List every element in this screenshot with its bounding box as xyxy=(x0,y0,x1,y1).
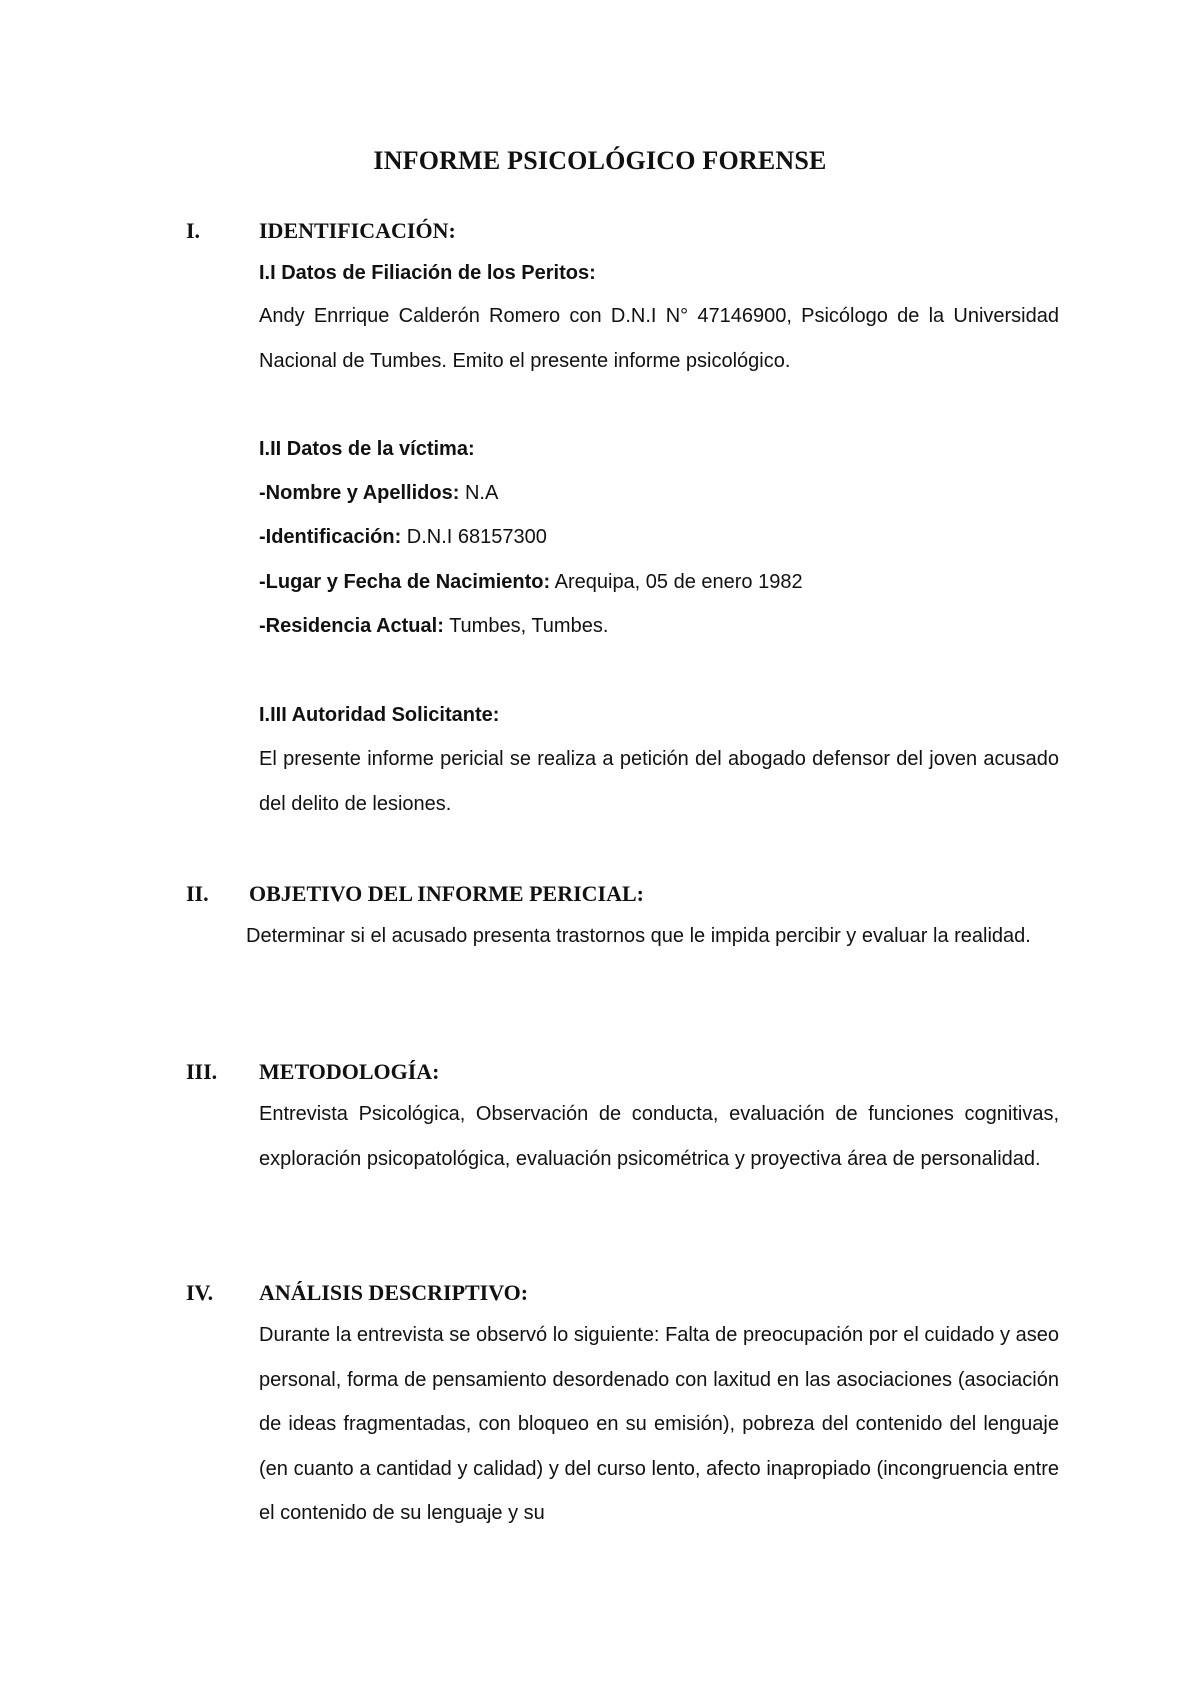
victim-id-value: D.N.I 68157300 xyxy=(401,526,547,548)
section-title-objetivo: OBJETIVO DEL INFORME PERICIAL: xyxy=(249,881,645,906)
victim-name-label: -Nombre y Apellidos: xyxy=(259,482,460,504)
victim-name-row xyxy=(259,482,498,505)
subsection-heading-peritos: I.I Datos de Filiación de los Peritos: xyxy=(259,262,596,284)
section-number-identificacion: I. xyxy=(186,218,201,243)
victim-name-value: N.A xyxy=(459,482,499,504)
paragraph-objetivo: Determinar si el acusado presenta trastornos que le impida percibir y evaluar la realidad. xyxy=(246,925,1031,947)
victim-residence-row xyxy=(259,615,608,638)
section-number-metodologia: III. xyxy=(186,1059,218,1084)
section-title-metodologia: METODOLOGÍA: xyxy=(259,1059,440,1084)
paragraph-metodologia: Entrevista Psicológica, Observación de conducta, evaluación de funciones cognitivas, exploración psicopatológica, evaluación psicométrica y proyectiva área de personalidad. xyxy=(259,1103,1059,1170)
victim-id-row xyxy=(259,526,547,549)
section-number-objetivo: II. xyxy=(186,881,209,906)
document-title: INFORME PSICOLÓGICO FORENSE xyxy=(373,146,827,175)
section-number-analisis: IV. xyxy=(186,1280,214,1305)
victim-residence-label: -Residencia Actual: xyxy=(259,615,444,637)
paragraph-autoridad: El presente informe pericial se realiza a petición del abogado defensor del joven acusado del delito de lesiones. xyxy=(259,748,1059,815)
victim-birth-row xyxy=(259,571,803,594)
victim-birth-value: Arequipa, 05 de enero 1982 xyxy=(550,571,803,593)
subsection-heading-autoridad: I.III Autoridad Solicitante: xyxy=(259,704,500,726)
victim-residence-value: Tumbes, Tumbes. xyxy=(443,615,609,637)
paragraph-analisis: Durante la entrevista se observó lo siguiente: Falta de preocupación por el cuidado y aseo personal, forma de pensamiento desordenado con laxitud en las asociaciones (asociación de ideas fragmentadas, con bloqueo en su emisión), pobreza del contenido del lenguaje (en cuanto a cantidad y calidad) y del curso lento, afecto inapropiado (incongruencia entre el contenido de su lenguaje y su xyxy=(259,1324,1059,1524)
victim-id-label: -Identificación: xyxy=(259,526,402,548)
subsection-heading-victima: I.II Datos de la víctima: xyxy=(259,438,475,460)
paragraph-peritos: Andy Enrrique Calderón Romero con D.N.I N° 47146900, Psicólogo de la Universidad Nacional de Tumbes. Emito el presente informe psicológico. xyxy=(259,305,1059,372)
section-title-analisis: ANÁLISIS DESCRIPTIVO: xyxy=(259,1280,529,1305)
victim-birth-label: -Lugar y Fecha de Nacimiento: xyxy=(259,571,551,593)
section-title-identificacion: IDENTIFICACIÓN: xyxy=(259,218,456,243)
